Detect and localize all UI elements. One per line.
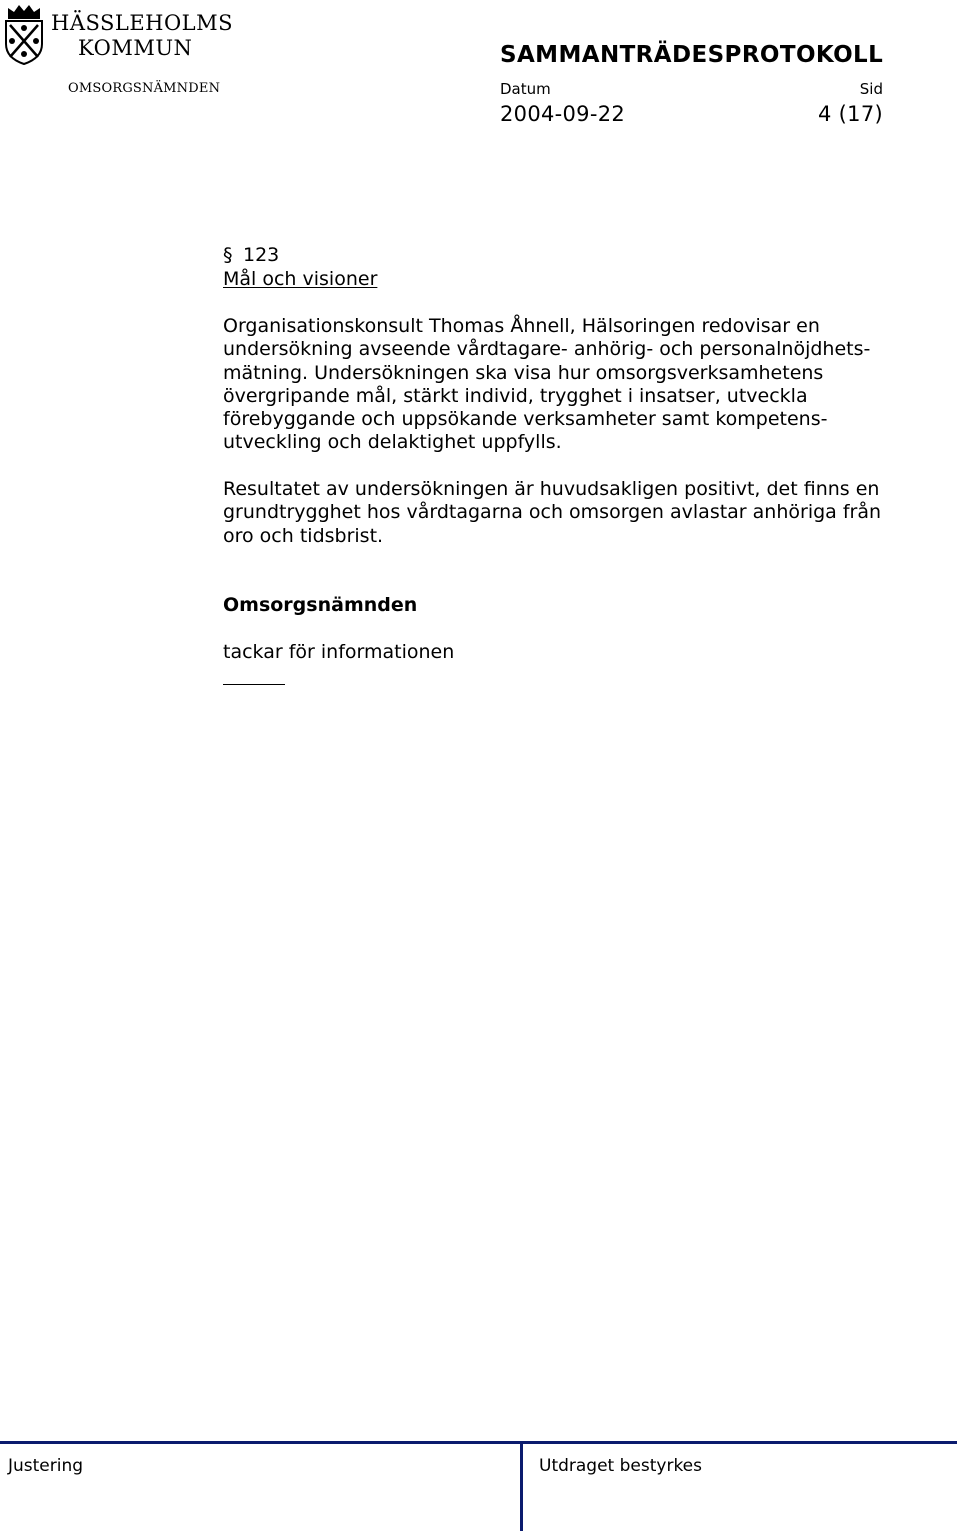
paragraph-presentation <box>223 315 870 455</box>
page-number: 4 (17) <box>818 102 883 126</box>
meeting-date: 2004-09-22 <box>500 102 626 126</box>
paragraph-line: förebyggande och uppsökande verksamheter samt kompetens- <box>223 408 828 431</box>
paragraph-line: Organisationskonsult Thomas Åhnell, Hälsoringen redovisar en <box>223 315 820 337</box>
coat-of-arms-icon <box>2 2 46 66</box>
decision-body: Omsorgsnämnden <box>223 594 418 616</box>
paragraph-result <box>223 478 881 548</box>
organization-name-line2: KOMMUN <box>78 36 193 60</box>
paragraph-line: Resultatet av undersökningen är huvudsakligen positivt, det finns en <box>223 478 880 500</box>
organization-name-line1: HÄSSLEHOLMS <box>51 11 234 35</box>
section-symbol: § <box>223 244 233 266</box>
footer-rule <box>0 1441 957 1444</box>
end-rule <box>223 684 285 685</box>
footer-divider <box>520 1441 523 1531</box>
section-number: 123 <box>243 244 280 266</box>
page-label: Sid <box>859 80 883 98</box>
date-label: Datum <box>500 80 551 98</box>
decision-text: tackar för informationen <box>223 641 455 663</box>
paragraph-line: grundtrygghet hos vårdtagarna och omsorgen avlastar anhöriga från <box>223 501 882 524</box>
section-title: Mål och visioner <box>223 268 378 290</box>
paragraph-line: övergripande mål, stärkt individ, trygghet i insatser, utveckla <box>223 384 808 407</box>
paragraph-line: undersökning avseende vårdtagare- anhörig- och personalnöjdhets- <box>223 338 871 361</box>
committee-name: OMSORGSNÄMNDEN <box>68 81 221 96</box>
paragraph-line: mätning. Undersökningen ska visa hur omsorgsverksamhetens <box>223 361 824 384</box>
paragraph-line: utveckling och delaktighet uppfylls. <box>223 431 562 454</box>
footer-certified-label: Utdraget bestyrkes <box>539 1456 703 1476</box>
footer-justering-label: Justering <box>8 1456 84 1476</box>
paragraph-line: oro och tidsbrist. <box>223 524 384 547</box>
document-type-title: SAMMANTRÄDESPROTOKOLL <box>500 42 884 68</box>
